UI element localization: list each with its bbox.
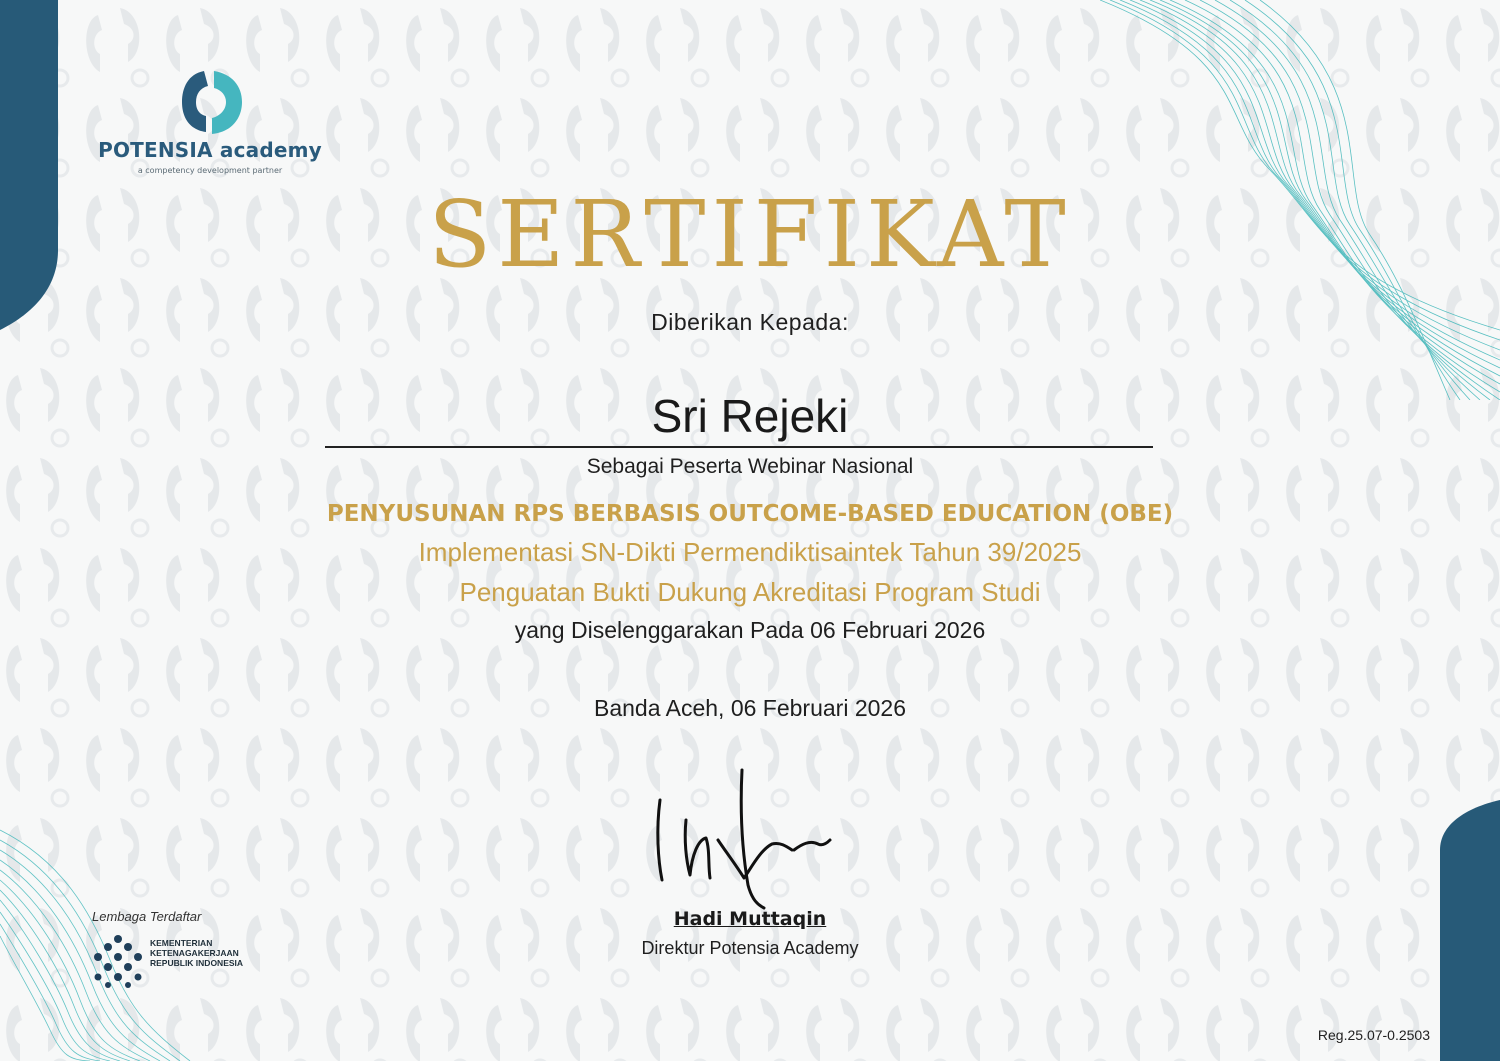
potensia-logo — [80, 64, 340, 184]
name-underline — [325, 446, 1153, 448]
ministry-line-1: KEMENTERIAN — [150, 938, 213, 948]
place-and-date: Banda Aceh, 06 Februari 2026 — [593, 695, 906, 721]
registered-institution-label: Lembaga Terdaftar — [92, 909, 202, 924]
ministry-line-2: KETENAGAKERJAAN — [150, 948, 239, 958]
certificate-title: SERTIFIKAT — [428, 181, 1072, 288]
ministry-line-3: REPUBLIK INDONESIA — [150, 958, 244, 968]
ministry-name — [150, 938, 243, 968]
signer-title: Direktur Potensia Academy — [641, 938, 859, 958]
logo-wordmark: POTENSIA academy — [98, 138, 322, 162]
event-date: yang Diselenggarakan Pada 06 Februari 2026 — [514, 617, 986, 643]
registration-number: Reg.25.07-0.2503 — [1317, 1027, 1430, 1043]
signature-image — [640, 760, 870, 910]
logo-tagline: a competency development partner — [137, 166, 283, 175]
given-to-label: Diberikan Kepada: — [651, 309, 849, 335]
participant-role: Sebagai Peserta Webinar Nasional — [586, 455, 914, 478]
signer-name: Hadi Muttaqin — [673, 908, 827, 930]
ministry-logo-icon — [90, 933, 146, 989]
recipient-name: Sri Rejeki — [651, 390, 849, 442]
corner-decoration-bottom-right — [1440, 800, 1500, 1061]
webinar-subtitle-2: Penguatan Bukti Dukung Akreditasi Program Studi — [459, 577, 1041, 607]
webinar-subtitle-1: Implementasi SN-Dikti Permendiktisaintek Tahun 39/2025 — [418, 537, 1082, 567]
webinar-topic: PENYUSUNAN RPS BERBASIS OUTCOME-BASED EDUCATION (OBE) — [326, 501, 1174, 527]
potensia-logo-icon — [180, 68, 244, 136]
